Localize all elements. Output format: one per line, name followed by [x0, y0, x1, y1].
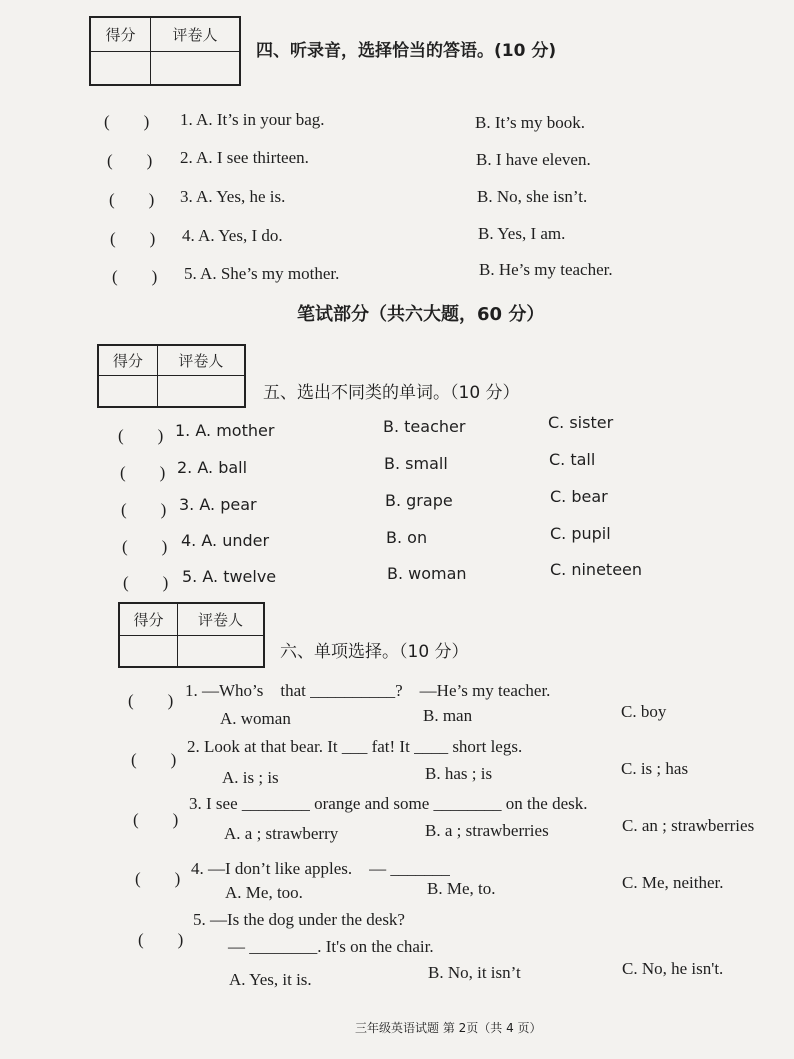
grader-cell[interactable] [150, 52, 239, 85]
option-a: 2. A. ball [177, 458, 248, 477]
answer-paren[interactable]: ( ) [120, 463, 166, 482]
question-option-a: 2. A. I see thirteen. [180, 148, 309, 167]
option-b: B. grape [385, 491, 453, 510]
option-c: C. sister [548, 413, 614, 432]
question-text: 2. Look at that bear. It ___ fat! It ____ short legs. [187, 737, 523, 756]
option-b: B. I have eleven. [476, 150, 591, 169]
option-c: C. pupil [550, 524, 611, 543]
option-a: 4. A. under [181, 531, 270, 550]
question-text: 3. I see ________ orange and some ________ on the desk. [189, 794, 588, 813]
grader-cell[interactable] [157, 376, 244, 407]
option-a: A. a ; strawberry [224, 824, 339, 843]
question-text: 5. —Is the dog under the desk? [193, 910, 405, 929]
option-a: A. Yes, it is. [229, 970, 312, 989]
answer-paren[interactable]: ( ) [112, 267, 158, 286]
answer-paren[interactable]: ( ) [122, 537, 168, 556]
page-footer: 三年级英语试题 第 2页（共 4 页） [355, 1021, 542, 1035]
option-a: 1. A. mother [175, 421, 275, 440]
answer-paren[interactable]: ( ) [128, 691, 174, 710]
option-b: B. teacher [383, 417, 466, 436]
option-b: B. Me, to. [427, 879, 496, 898]
question-text: 1. —Who’s that __________? —He’s my teacher. [185, 681, 551, 700]
score-cell[interactable] [91, 52, 151, 85]
score-label: 得分 [99, 346, 158, 376]
question-text: 4. —I don’t like apples. — _______ [191, 859, 450, 878]
answer-paren[interactable]: ( ) [133, 810, 179, 829]
question-text-line2: — ________. It's on the chair. [228, 937, 434, 956]
option-b: B. small [384, 454, 448, 473]
answer-paren[interactable]: ( ) [104, 112, 150, 131]
question-option-a: 3. A. Yes, he is. [180, 187, 286, 206]
question-option-a: 5. A. She’s my mother. [184, 264, 340, 283]
answer-paren[interactable]: ( ) [123, 573, 169, 592]
answer-paren[interactable]: ( ) [135, 869, 181, 888]
option-b: B. man [423, 706, 473, 725]
answer-paren[interactable]: ( ) [138, 930, 184, 949]
option-b: B. woman [387, 564, 467, 583]
option-b: B. on [386, 528, 428, 547]
option-c: C. Me, neither. [622, 873, 724, 892]
option-b: B. has ; is [425, 764, 493, 783]
answer-paren[interactable]: ( ) [131, 750, 177, 769]
option-b: B. No, it isn’t [428, 963, 521, 982]
option-a: 5. A. twelve [182, 567, 277, 586]
answer-paren[interactable]: ( ) [118, 426, 164, 445]
score-box-section5 [97, 344, 246, 408]
question-option-a: 1. A. It’s in your bag. [180, 110, 325, 129]
grader-label: 评卷人 [157, 346, 244, 376]
section4-title: 四、听录音，选择恰当的答语。(10 分) [256, 41, 557, 61]
option-b: B. It’s my book. [475, 113, 586, 132]
option-b: B. He’s my teacher. [479, 260, 613, 279]
grader-cell[interactable] [177, 636, 263, 667]
score-cell[interactable] [120, 636, 178, 667]
score-cell[interactable] [99, 376, 158, 407]
score-label: 得分 [91, 18, 151, 52]
option-a: A. woman [220, 709, 291, 728]
question-option-a: 4. A. Yes, I do. [182, 226, 283, 245]
option-c: C. nineteen [550, 560, 643, 579]
section6-title: 六、单项选择。（10 分） [280, 642, 469, 662]
option-c: C. an ; strawberries [622, 816, 755, 835]
option-b: B. a ; strawberries [425, 821, 549, 840]
answer-paren[interactable]: ( ) [110, 229, 156, 248]
option-a: 3. A. pear [179, 495, 257, 514]
option-c: C. No, he isn't. [622, 959, 724, 978]
grader-label: 评卷人 [177, 604, 263, 636]
score-box-section6 [118, 602, 265, 668]
option-c: C. tall [549, 450, 596, 469]
option-c: C. bear [550, 487, 608, 506]
option-a: A. is ; is [222, 768, 279, 787]
option-c: C. boy [621, 702, 667, 721]
option-b: B. No, she isn’t. [477, 187, 588, 206]
grader-label: 评卷人 [150, 18, 239, 52]
score-label: 得分 [120, 604, 178, 636]
written-part-heading: 笔试部分（共六大题，60 分） [297, 304, 545, 325]
option-a: A. Me, too. [225, 883, 303, 902]
option-c: C. is ; has [621, 759, 689, 778]
section5-title: 五、选出不同类的单词。（10 分） [263, 383, 520, 403]
option-b: B. Yes, I am. [478, 224, 566, 243]
answer-paren[interactable]: ( ) [107, 151, 153, 170]
score-box-section4 [89, 16, 241, 86]
answer-paren[interactable]: ( ) [121, 500, 167, 519]
answer-paren[interactable]: ( ) [109, 190, 155, 209]
